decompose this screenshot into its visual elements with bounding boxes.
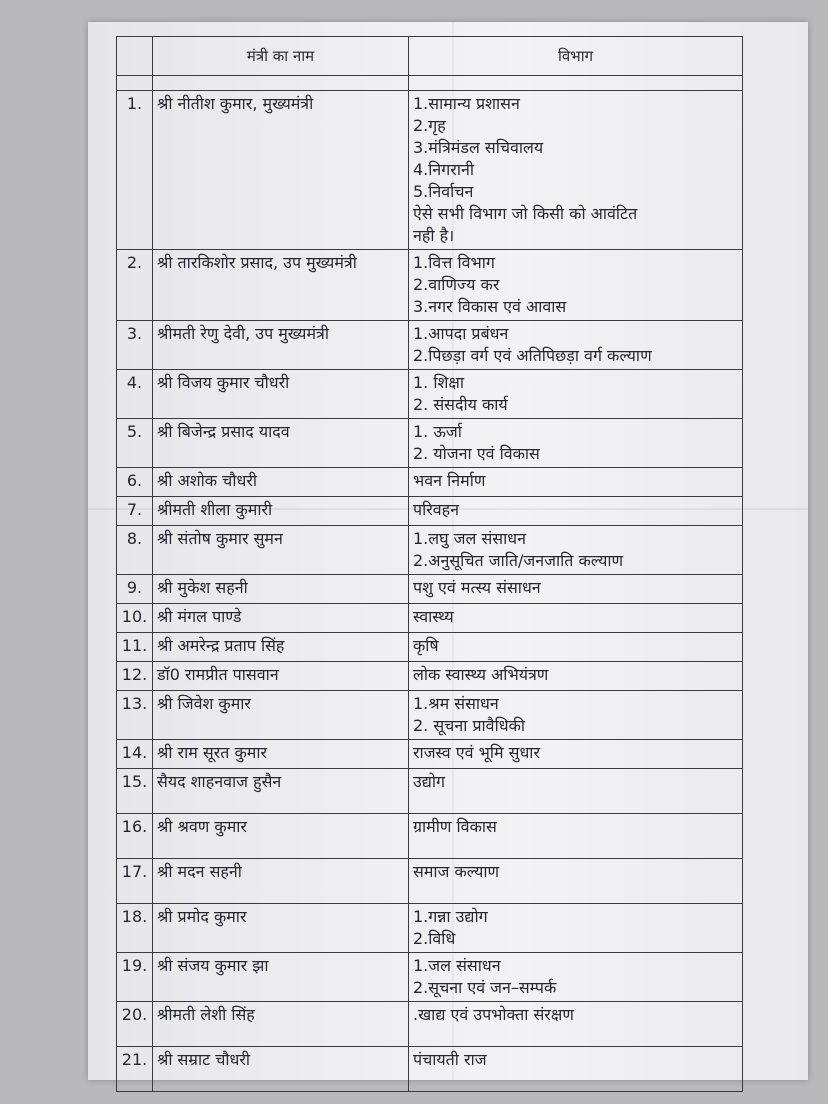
minister-table xyxy=(116,36,743,1092)
table-row xyxy=(117,769,743,814)
department-cell xyxy=(409,91,743,250)
department-item: भवन निर्माण xyxy=(413,471,486,490)
department-item: समाज कल्याण xyxy=(413,862,500,881)
minister-name: श्री प्रमोद कुमार xyxy=(153,904,409,953)
department-cell xyxy=(409,604,743,633)
minister-name: श्री अशोक चौधरी xyxy=(153,468,409,497)
minister-name: श्री श्रवण कुमार xyxy=(153,814,409,859)
department-cell xyxy=(409,250,743,321)
department-item: 1.सामान्य प्रशासन xyxy=(413,94,520,113)
table-row xyxy=(117,633,743,662)
minister-name: श्री अमरेन्द्र प्रताप सिंह xyxy=(153,633,409,662)
department-item: 3.मंत्रिमंडल सचिवालय xyxy=(413,138,544,157)
department-item: 4.निगरानी xyxy=(413,160,475,179)
department-item: कृषि xyxy=(413,636,439,655)
table-row xyxy=(117,1002,743,1047)
department-item: 1.जल संसाधन xyxy=(413,956,501,975)
department-cell xyxy=(409,814,743,859)
department-item: 1.श्रम संसाधन xyxy=(413,694,499,713)
minister-name: श्री राम सूरत कुमार xyxy=(153,740,409,769)
serial-number: 15. xyxy=(117,769,153,814)
department-cell xyxy=(409,662,743,691)
department-item: 2.विधि xyxy=(413,929,456,948)
header-row xyxy=(117,37,743,76)
department-item: 1. शिक्षा xyxy=(413,373,464,392)
minister-name: श्री संजय कुमार झा xyxy=(153,953,409,1002)
minister-name: श्री मंगल पाण्डे xyxy=(153,604,409,633)
department-item: 3.नगर विकास एवं आवास xyxy=(413,297,567,316)
department-cell xyxy=(409,769,743,814)
table-row xyxy=(117,250,743,321)
minister-name: श्री विजय कुमार चौधरी xyxy=(153,370,409,419)
department-item: परिवहन xyxy=(413,500,460,519)
department-item: उद्योग xyxy=(413,772,446,791)
serial-number: 16. xyxy=(117,814,153,859)
department-item: 2.पिछड़ा वर्ग एवं अतिपिछड़ा वर्ग कल्याण xyxy=(413,346,652,365)
department-cell xyxy=(409,859,743,904)
table-row xyxy=(117,1047,743,1092)
table-row xyxy=(117,370,743,419)
table-row xyxy=(117,575,743,604)
department-item: 5.निर्वाचन xyxy=(413,182,474,201)
department-cell xyxy=(409,321,743,370)
minister-name: श्री नीतीश कुमार, मुख्यमंत्री xyxy=(153,91,409,250)
table-row xyxy=(117,91,743,250)
serial-number: 14. xyxy=(117,740,153,769)
department-item: ऐसे सभी विभाग जो किसी को आवंटित xyxy=(413,204,638,223)
department-cell xyxy=(409,953,743,1002)
department-item: लोक स्वास्थ्य अभियंत्रण xyxy=(413,665,549,684)
department-item: राजस्व एवं भूमि सुधार xyxy=(413,743,540,762)
department-cell xyxy=(409,1047,743,1092)
department-cell xyxy=(409,633,743,662)
header-department: विभाग xyxy=(409,37,743,76)
department-item: 2.गृह xyxy=(413,116,446,135)
department-cell xyxy=(409,419,743,468)
serial-number: 8. xyxy=(117,526,153,575)
minister-name: श्री जिवेश कुमार xyxy=(153,691,409,740)
minister-name: श्री मुकेश सहनी xyxy=(153,575,409,604)
department-item: 2.अनुसूचित जाति/जनजाति कल्याण xyxy=(413,551,624,570)
minister-name: श्री संतोष कुमार सुमन xyxy=(153,526,409,575)
minister-name: श्री तारकिशोर प्रसाद, उप मुख्यमंत्री xyxy=(153,250,409,321)
header-serial xyxy=(117,37,153,76)
serial-number: 1. xyxy=(117,91,153,250)
department-item: 1.आपदा प्रबंधन xyxy=(413,324,509,343)
department-cell xyxy=(409,526,743,575)
serial-number: 6. xyxy=(117,468,153,497)
table-row xyxy=(117,691,743,740)
department-cell xyxy=(409,1002,743,1047)
department-cell xyxy=(409,740,743,769)
minister-name: श्रीमती लेशी सिंह xyxy=(153,1002,409,1047)
minister-name: श्रीमती शीला कुमारी xyxy=(153,497,409,526)
department-item: 1.गन्ना उद्योग xyxy=(413,907,488,926)
serial-number: 4. xyxy=(117,370,153,419)
table-row xyxy=(117,953,743,1002)
serial-number: 18. xyxy=(117,904,153,953)
table-row xyxy=(117,468,743,497)
spacer-row xyxy=(117,76,743,91)
department-item: 2. संसदीय कार्य xyxy=(413,395,508,414)
serial-number: 3. xyxy=(117,321,153,370)
minister-name: डॉ0 रामप्रीत पासवान xyxy=(153,662,409,691)
department-item: स्वास्थ्य xyxy=(413,607,454,626)
department-cell xyxy=(409,468,743,497)
table-row xyxy=(117,814,743,859)
serial-number: 10. xyxy=(117,604,153,633)
table-row xyxy=(117,604,743,633)
minister-name: श्री बिजेन्द्र प्रसाद यादव xyxy=(153,419,409,468)
serial-number: 17. xyxy=(117,859,153,904)
department-cell xyxy=(409,575,743,604)
department-item: नही है। xyxy=(413,226,455,245)
department-item: 2. योजना एवं विकास xyxy=(413,444,540,463)
serial-number: 2. xyxy=(117,250,153,321)
minister-name: श्रीमती रेणु देवी, उप मुख्यमंत्री xyxy=(153,321,409,370)
department-item: .खाद्य एवं उपभोक्ता संरक्षण xyxy=(413,1005,574,1024)
department-item: 1.लघु जल संसाधन xyxy=(413,529,526,548)
department-item: ग्रामीण विकास xyxy=(413,817,497,836)
department-item: 2. सूचना प्रावैधिकी xyxy=(413,716,525,735)
serial-number: 21. xyxy=(117,1047,153,1092)
department-item: 1. ऊर्जा xyxy=(413,422,462,441)
department-item: पशु एवं मत्स्य संसाधन xyxy=(413,578,541,597)
department-cell xyxy=(409,497,743,526)
header-minister-name: मंत्री का नाम xyxy=(153,37,409,76)
department-item: 2.सूचना एवं जन–सम्पर्क xyxy=(413,978,557,997)
table-row xyxy=(117,526,743,575)
serial-number: 11. xyxy=(117,633,153,662)
table-row xyxy=(117,497,743,526)
serial-number: 19. xyxy=(117,953,153,1002)
minister-name: सैयद शाहनवाज हुसैन xyxy=(153,769,409,814)
table-row xyxy=(117,904,743,953)
minister-name: श्री मदन सहनी xyxy=(153,859,409,904)
serial-number: 7. xyxy=(117,497,153,526)
table-row xyxy=(117,321,743,370)
department-item: 1.वित्त विभाग xyxy=(413,253,495,272)
minister-name: श्री सम्राट चौधरी xyxy=(153,1047,409,1092)
serial-number: 13. xyxy=(117,691,153,740)
serial-number: 20. xyxy=(117,1002,153,1047)
table-row xyxy=(117,740,743,769)
serial-number: 9. xyxy=(117,575,153,604)
department-cell xyxy=(409,370,743,419)
department-item: पंचायती राज xyxy=(413,1050,487,1069)
department-cell xyxy=(409,904,743,953)
table-row xyxy=(117,419,743,468)
serial-number: 5. xyxy=(117,419,153,468)
department-item: 2.वाणिज्य कर xyxy=(413,275,500,294)
serial-number: 12. xyxy=(117,662,153,691)
department-cell xyxy=(409,691,743,740)
table-row xyxy=(117,859,743,904)
table-row xyxy=(117,662,743,691)
